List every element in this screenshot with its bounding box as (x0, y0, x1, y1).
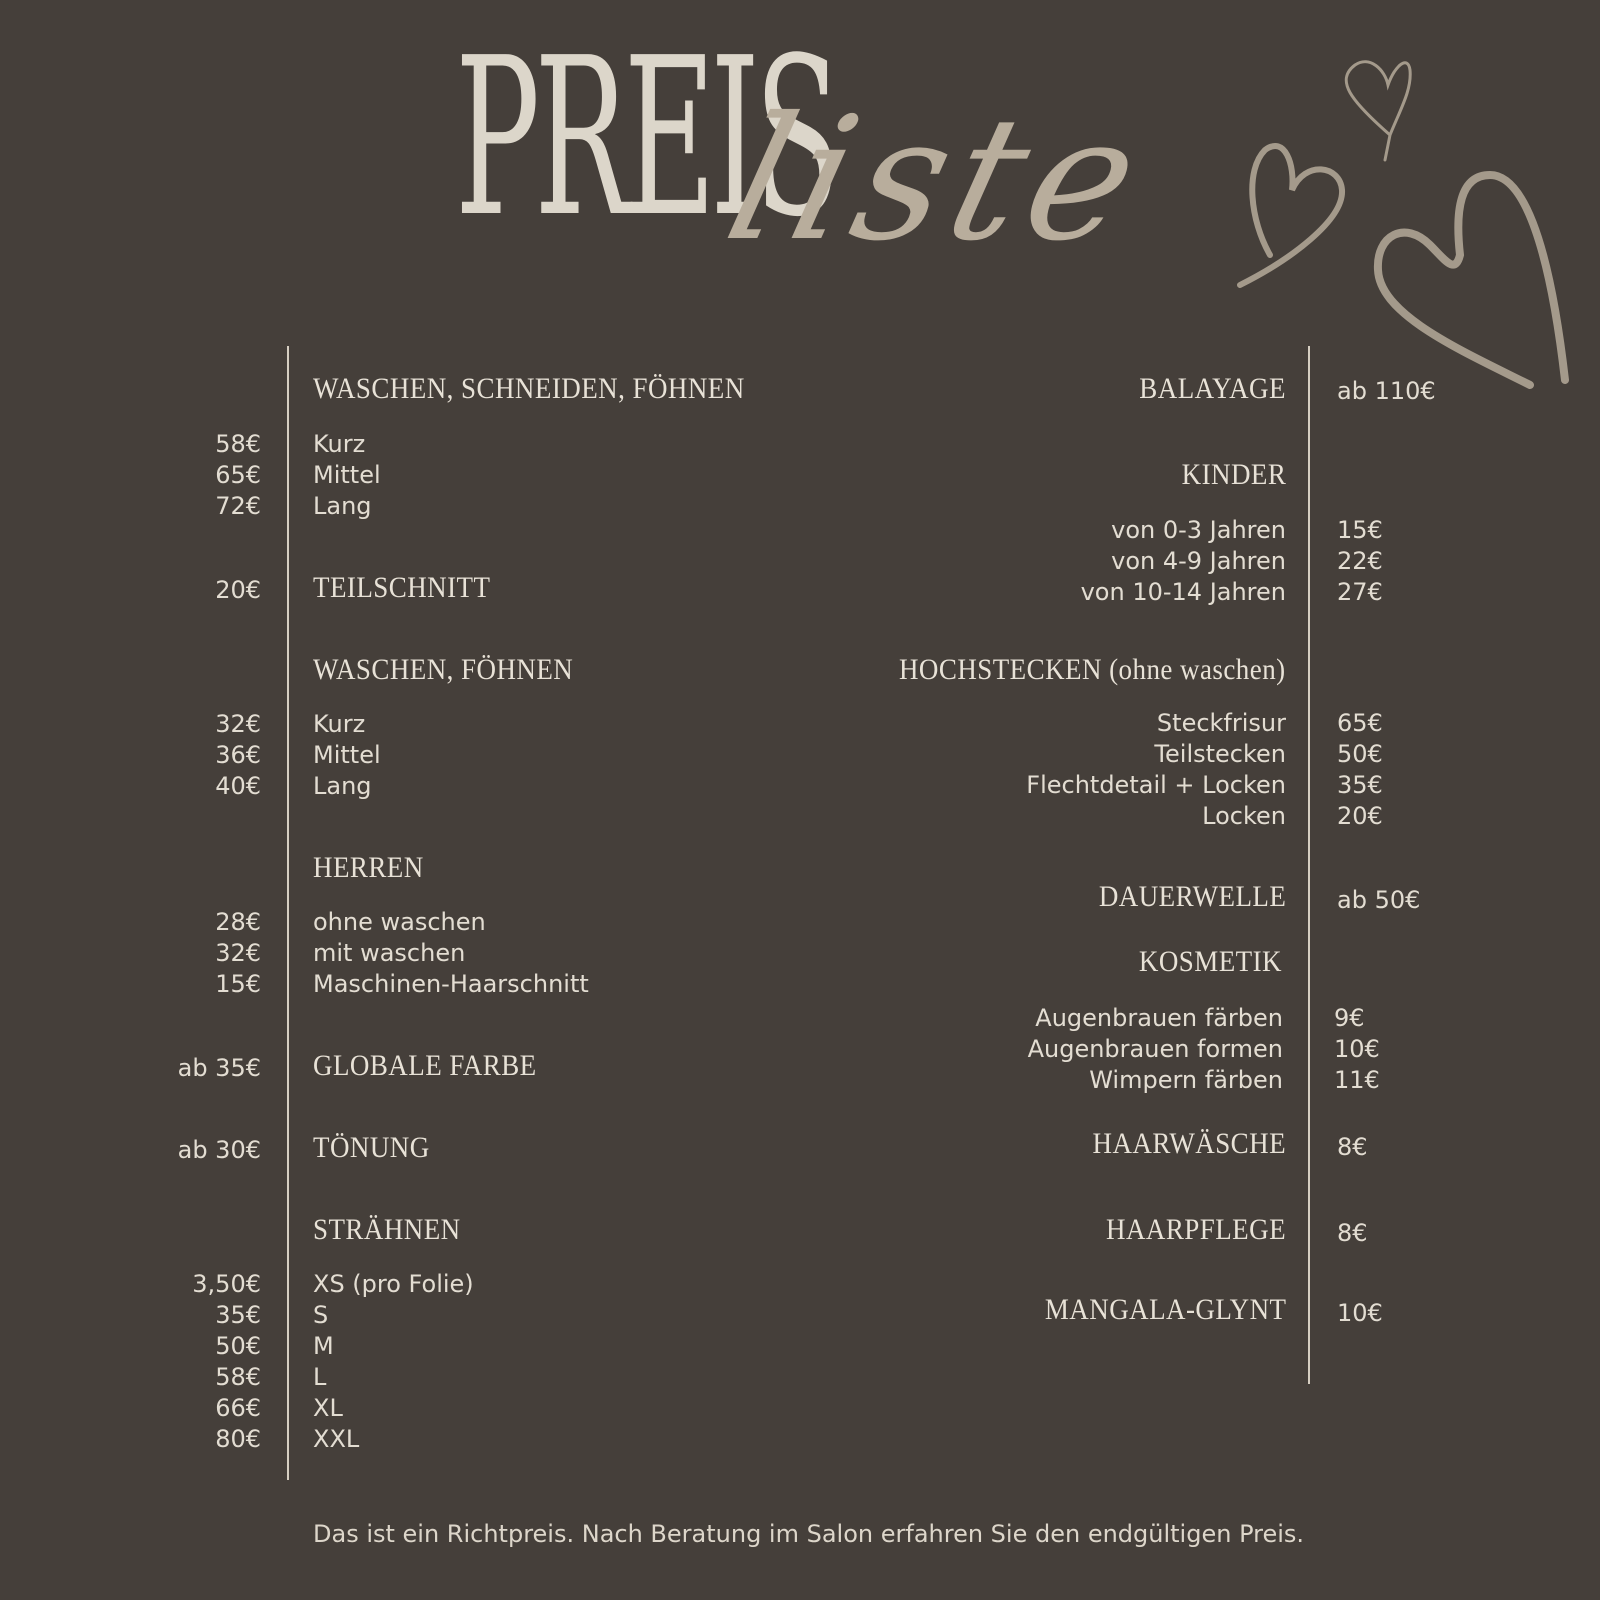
service-label: Flechtdetail + Locken (1026, 771, 1286, 799)
service-label: Lang (313, 492, 372, 520)
hearts-icon (1230, 40, 1600, 420)
price: 58€ (215, 1363, 261, 1391)
service-label: Locken (1202, 802, 1286, 830)
price: 50€ (215, 1332, 261, 1360)
section-heading: KINDER (1181, 458, 1286, 491)
section-heading: TEILSCHNITT (313, 571, 491, 604)
price: 58€ (215, 430, 261, 458)
price: 20€ (1337, 802, 1383, 830)
service-label: Maschinen-Haarschnitt (313, 970, 589, 998)
section-heading: HERREN (313, 851, 424, 884)
price: ab 110€ (1337, 377, 1436, 405)
service-label: Wimpern färben (1089, 1066, 1283, 1094)
price: ab 35€ (177, 1054, 261, 1082)
service-label: S (313, 1301, 329, 1329)
price: 9€ (1334, 1004, 1365, 1032)
price: 10€ (1337, 1299, 1383, 1327)
price: 65€ (1337, 709, 1383, 737)
service-label: Augenbrauen formen (1027, 1035, 1283, 1063)
title-script: liste (710, 81, 1165, 279)
price: 8€ (1337, 1219, 1368, 1247)
service-label: Lang (313, 772, 372, 800)
service-label: L (313, 1363, 327, 1391)
footer-note: Das ist ein Richtpreis. Nach Beratung im Salon erfahren Sie den endgültigen Preis. (313, 1520, 1305, 1548)
price: 20€ (215, 576, 261, 604)
section-heading: WASCHEN, FÖHNEN (313, 653, 574, 686)
price: 10€ (1334, 1035, 1380, 1063)
price: 35€ (1337, 771, 1383, 799)
price: 3,50€ (192, 1270, 261, 1298)
service-label: XS (pro Folie) (313, 1270, 474, 1298)
service-label: Teilstecken (1154, 740, 1286, 768)
service-label: von 4-9 Jahren (1111, 547, 1286, 575)
price: 72€ (215, 492, 261, 520)
left-divider (287, 346, 289, 1480)
section-heading: WASCHEN, SCHNEIDEN, FÖHNEN (313, 372, 745, 405)
price: 50€ (1337, 740, 1383, 768)
price: ab 50€ (1337, 886, 1421, 914)
service-label: Kurz (313, 710, 366, 738)
section-heading: HAARWÄSCHE (1092, 1127, 1286, 1160)
price: 22€ (1337, 547, 1383, 575)
title-main: PREIS (455, 12, 836, 265)
section-heading: HOCHSTECKEN (ohne waschen) (899, 653, 1286, 686)
section-heading: BALAYAGE (1139, 372, 1286, 405)
section-heading: STRÄHNEN (313, 1213, 461, 1246)
price: 65€ (215, 461, 261, 489)
price: ab 30€ (177, 1136, 261, 1164)
service-label: Steckfrisur (1156, 709, 1286, 737)
price: 28€ (215, 908, 261, 936)
service-label: XXL (313, 1425, 360, 1453)
price: 15€ (1337, 516, 1383, 544)
service-label: mit waschen (313, 939, 466, 967)
price: 80€ (215, 1425, 261, 1453)
price: 27€ (1337, 578, 1383, 606)
service-label: Mittel (313, 741, 381, 769)
section-heading: DAUERWELLE (1098, 880, 1286, 913)
service-label: Augenbrauen färben (1035, 1004, 1283, 1032)
section-heading: MANGALA-GLYNT (1044, 1293, 1286, 1326)
section-heading: HAARPFLEGE (1105, 1213, 1286, 1246)
price: 35€ (215, 1301, 261, 1329)
price: 66€ (215, 1394, 261, 1422)
service-label: XL (313, 1394, 343, 1422)
price: 11€ (1334, 1066, 1380, 1094)
section-heading: TÖNUNG (313, 1131, 430, 1164)
price: 40€ (215, 772, 261, 800)
price: 32€ (215, 939, 261, 967)
service-label: ohne waschen (313, 908, 486, 936)
price: 32€ (215, 710, 261, 738)
service-label: von 10-14 Jahren (1080, 578, 1286, 606)
service-label: M (313, 1332, 334, 1360)
section-heading: KOSMETIK (1138, 945, 1282, 978)
service-label: Mittel (313, 461, 381, 489)
section-heading: GLOBALE FARBE (313, 1049, 537, 1082)
price: 36€ (215, 741, 261, 769)
price: 15€ (215, 970, 261, 998)
service-label: Kurz (313, 430, 366, 458)
right-divider (1308, 346, 1310, 1384)
price: 8€ (1337, 1133, 1368, 1161)
service-label: von 0-3 Jahren (1111, 516, 1286, 544)
